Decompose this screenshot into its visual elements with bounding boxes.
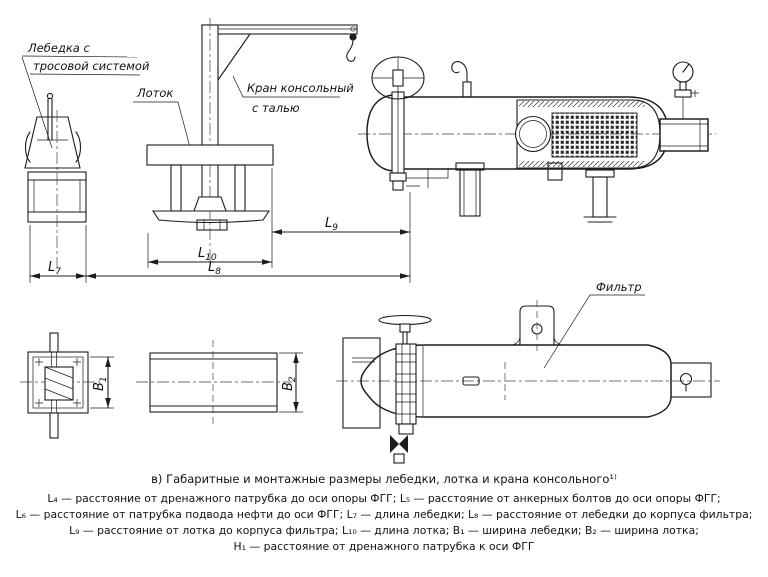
crane-label-line2: с талью: [252, 101, 300, 115]
legend-line-2: L₆ — расстояние от патрубка подвода нефти до оси ФГГ; L₇ — длина лебедки; L₈ — расстояние от лебедки до корпуса фильтра;: [15, 508, 753, 521]
vessel-hook-icon: [452, 62, 471, 97]
drain-nozzle: [456, 163, 484, 216]
crane-label-line1: Кран консольный: [247, 81, 354, 95]
dim-label-L8: $L_8$: [208, 260, 221, 277]
manhole-flange: [516, 117, 551, 152]
legend-line-4: H₁ — расстояние от дренажного патрубка к оси ФГГ: [233, 540, 535, 553]
dim-label-B2: $B_2$: [281, 376, 298, 391]
dim-label-L9: $L_9$: [325, 216, 338, 233]
handwheel-icon: [372, 57, 424, 99]
winch-label-line1: Лебедка с: [28, 41, 90, 55]
tray-plan-view: [136, 340, 303, 424]
dimension-B2: [279, 353, 303, 412]
dim-label-B1: $B_1$: [92, 376, 109, 391]
dimension-B1: [90, 357, 114, 408]
outlet-pipe: [660, 119, 708, 151]
dim-label-L10: $L_{10}$: [198, 246, 217, 263]
filter-label: Фильтр: [596, 280, 642, 294]
winch-label-underline: [22, 56, 137, 57]
winch-label-line2: тросовой системой: [33, 59, 150, 73]
dim-label-L7: $L_7$: [48, 260, 61, 277]
tray-label: Лоток: [137, 86, 174, 100]
winch-plan-view: [20, 333, 114, 438]
filter-leader-line: [544, 295, 645, 368]
crane-hook-icon: [347, 27, 357, 61]
dimension-L9: [272, 216, 410, 235]
lifting-lug: [512, 300, 562, 352]
pressure-gauge-icon: [673, 62, 699, 119]
filter-side-view: [336, 280, 720, 463]
head-valve-fittings: [390, 173, 428, 190]
legend-line-1: L₄ — расстояние от дренажного патрубка до оси опоры ФГГ; L₅ — расстояние от анкерных болтов до оси опоры ФГГ;: [47, 492, 721, 505]
figure-legend: [12, 491, 756, 555]
winch-label-underline2: [30, 74, 140, 75]
figure-caption: в) Габаритные и монтажные размеры лебедки, лотка и крана консольного¹⁾: [151, 472, 617, 486]
legend-line-3: L₉ — расстояние от лотка до корпуса фильтра; L₁₀ — длина лотка; B₁ — ширина лебедки; B₂ — ширина лотка;: [69, 524, 699, 537]
perforated-cartridge: [552, 113, 637, 157]
vessel-support-leg: [584, 170, 616, 222]
vessel-side-view: [358, 57, 716, 222]
filter-outlet-bracket: [671, 363, 711, 397]
